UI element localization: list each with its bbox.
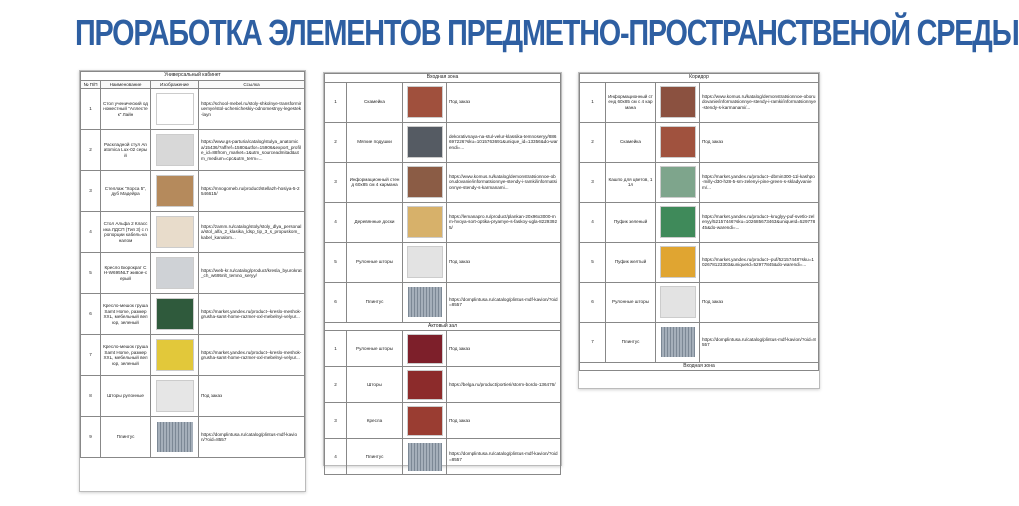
item-name: Скамейка	[606, 122, 656, 162]
table-row	[325, 331, 561, 367]
table-row	[81, 171, 305, 212]
table-row	[580, 202, 819, 242]
row-number: 7	[81, 335, 101, 376]
item-name: Плинтус	[347, 282, 403, 322]
item-image-cell	[403, 242, 447, 282]
item-image	[660, 126, 696, 158]
page-title: ПРОРАБОТКА ЭЛЕМЕНТОВ ПРЕДМЕТНО-ПРОСТРАНСТВЕНОЙ СРЕДЫ	[75, 12, 1019, 53]
item-image-cell	[656, 322, 700, 362]
row-number: 6	[325, 282, 347, 322]
item-name: Стол ученический одноместный "Аллестек" Лайн	[101, 89, 151, 130]
item-image-cell	[403, 282, 447, 322]
item-name: Информационный стенд 60х85 см с 4 кармана	[606, 82, 656, 122]
item-name: Шторы рулонные	[101, 376, 151, 417]
table-row	[81, 376, 305, 417]
item-name: Пуфик желтый	[606, 242, 656, 282]
row-number: 6	[81, 294, 101, 335]
table-row	[81, 89, 305, 130]
item-image-cell	[151, 212, 199, 253]
item-link[interactable]: Под заказ	[447, 403, 561, 439]
doc-corridor	[578, 72, 820, 389]
item-image-cell	[656, 82, 700, 122]
item-link[interactable]: https://belga.ru/product/portieri/storm-bordo-136476/	[447, 367, 561, 403]
item-image-cell	[151, 376, 199, 417]
row-number: 1	[81, 89, 101, 130]
item-image-cell	[656, 162, 700, 202]
item-image-cell	[151, 294, 199, 335]
item-image-cell	[656, 242, 700, 282]
item-image	[156, 93, 194, 125]
item-link[interactable]: dekorativnaya-na-stul-velur-klassika-temnoseryy/886697226?sku=1015763691&unique_id=13356&do-warendi=...	[447, 122, 561, 162]
table-row	[325, 242, 561, 282]
item-link[interactable]: https://www.gs-parturia/catalog/stulya_anatomica/15436/?affref=1580&utfor=15906&export_profile_id=88from_market=1&utm_sourceadmitad&utm_medium=cpc&utm_term=...	[199, 130, 305, 171]
item-image	[407, 246, 443, 278]
item-link[interactable]: https://lemanapro.ru/product/plankan-20x96x3000-mm-hvoya-sort-optika-pryamye-s-faskoy-ugla-82293925/	[447, 202, 561, 242]
row-number: 7	[580, 322, 606, 362]
row-number: 5	[580, 242, 606, 282]
row-number: 5	[325, 242, 347, 282]
item-image-cell	[403, 331, 447, 367]
item-image-cell	[151, 171, 199, 212]
item-link[interactable]: https://market.yandex.ru/product--kruglyy-puf-svetlo-zelenyy/52157446?sku=102685673463&uniqueId=52977845&do-warendi=...	[700, 202, 819, 242]
table-row	[81, 294, 305, 335]
table-row	[325, 122, 561, 162]
row-number: 1	[325, 331, 347, 367]
item-link[interactable]: https://market.yandex.ru/product--dbmin300-11l-kashpo-milly-d30-h28-5-sm-zelenyi-pine-green-s-skladyvaniem/...	[700, 162, 819, 202]
table-row	[325, 367, 561, 403]
item-link[interactable]: https://web-kr.ru/catalog/product/kresla_byurokrat_ch_w695nlt_temno_seryy/	[199, 253, 305, 294]
table-row	[325, 282, 561, 322]
item-image-cell	[151, 89, 199, 130]
item-name: Мягкие подушки	[347, 122, 403, 162]
row-number: 3	[81, 171, 101, 212]
item-image-cell	[656, 202, 700, 242]
item-image-cell	[656, 122, 700, 162]
item-image-cell	[403, 82, 447, 122]
item-image-cell	[403, 122, 447, 162]
row-number: 3	[580, 162, 606, 202]
item-image-cell	[403, 367, 447, 403]
item-image-cell	[403, 162, 447, 202]
item-image-cell	[151, 253, 199, 294]
row-number: 8	[81, 376, 101, 417]
table-caption: Входная зона	[580, 362, 819, 371]
item-name: Кресло-мешок груша Samt Home, размер XXL, мебельный велюр, зеленый	[101, 335, 151, 376]
item-link[interactable]: Под заказ	[700, 282, 819, 322]
item-image	[407, 406, 443, 436]
item-image	[407, 370, 443, 400]
item-name: Стол Альфа 2 Классика ЛДСП (Тип 3) с пропорции кабель-каналом	[101, 212, 151, 253]
table-row	[325, 82, 561, 122]
item-link[interactable]: Под заказ	[447, 331, 561, 367]
table-caption: Коридор	[580, 74, 819, 83]
col-header-name: Наименование	[101, 80, 151, 89]
item-link[interactable]: https://school-mebel.ru/stoly-shkolnye-transformiruemye/stol-uchenicheskiy-odnomestnyy-legestek-layn	[199, 89, 305, 130]
row-number: 2	[580, 122, 606, 162]
item-name: Пуфик зеленый	[606, 202, 656, 242]
row-number: 4	[325, 202, 347, 242]
item-image	[661, 327, 695, 357]
item-image	[408, 287, 442, 317]
item-image	[660, 286, 696, 318]
item-image-cell	[403, 202, 447, 242]
table-caption: Универсальный кабинет	[81, 72, 305, 81]
item-image	[156, 257, 194, 289]
table-row	[81, 417, 305, 458]
row-number: 3	[325, 403, 347, 439]
table-row	[81, 335, 305, 376]
item-image	[407, 334, 443, 364]
row-number: 6	[580, 282, 606, 322]
item-name: Стеллаж "Хорса 5", дуб Мадейра	[101, 171, 151, 212]
item-image	[660, 166, 696, 198]
item-name: Плинтус	[347, 439, 403, 475]
item-image	[660, 86, 696, 118]
item-image	[156, 175, 194, 207]
item-link[interactable]: https://market.yandex.ru/product--kreslo-meshok-grusha-samt-home-razmer-xxl-mebelnyi-velyur...	[199, 294, 305, 335]
row-number: 4	[81, 212, 101, 253]
table-row	[325, 439, 561, 475]
item-image	[660, 246, 696, 278]
doc-entrance-zone	[323, 72, 562, 466]
item-link[interactable]: Под заказ	[199, 376, 305, 417]
row-number: 4	[325, 439, 347, 475]
item-name: Кресло Бюрократ CH-W695NLT живое-серый	[101, 253, 151, 294]
item-link[interactable]: Под заказ	[447, 82, 561, 122]
item-link[interactable]: https://domplintusa.ru/catalog/plintus-mdf-kavion/?oid=8557	[700, 322, 819, 362]
table-row	[325, 202, 561, 242]
item-image	[157, 422, 193, 452]
row-number: 2	[325, 367, 347, 403]
item-name: Рулонные шторы	[347, 242, 403, 282]
item-link[interactable]: Под заказ	[447, 242, 561, 282]
doc-universal-cabinet	[79, 70, 306, 492]
item-link[interactable]: Под заказ	[700, 122, 819, 162]
item-name: Деревянные доски	[347, 202, 403, 242]
item-name: Раскладной стул Anatomica Lux-02 серый	[101, 130, 151, 171]
item-image	[156, 339, 194, 371]
item-image	[408, 443, 442, 471]
table-row	[81, 253, 305, 294]
table-row	[580, 242, 819, 282]
item-image-cell	[403, 403, 447, 439]
table-row	[325, 162, 561, 202]
item-name: Рулонные шторы	[606, 282, 656, 322]
table-row	[580, 322, 819, 362]
row-number: 5	[81, 253, 101, 294]
table-caption: Актовый зал	[325, 322, 561, 331]
table-row	[325, 403, 561, 439]
col-header-link: Ссылка	[199, 80, 305, 89]
item-link[interactable]: https://domplintusa.ru/catalog/plintus-mdf-kavion/?oid=8557	[447, 282, 561, 322]
item-name: Шторы	[347, 367, 403, 403]
item-image-cell	[656, 282, 700, 322]
item-image	[156, 298, 194, 330]
item-name: Кашпо для цветов, 11л	[606, 162, 656, 202]
row-number: 1	[580, 82, 606, 122]
table-row	[81, 130, 305, 171]
item-image-cell	[151, 417, 199, 458]
item-image	[660, 206, 696, 238]
row-number: 4	[580, 202, 606, 242]
row-number: 2	[81, 130, 101, 171]
item-link[interactable]: https://www.komus.ru/katalog/demonstratsionnoe-oborudovanie/informatsionnye-stendy-i-ramki/informatsionnye-stendy-s-karmanami/...	[700, 82, 819, 122]
item-link[interactable]: https://domplintusa.ru/catalog/plintus-mdf-kavion/?oid=8557	[199, 417, 305, 458]
item-name: Плинтус	[606, 322, 656, 362]
item-link[interactable]: https://domplintusa.ru/catalog/plintus-mdf-kavion/?oid=8557	[447, 439, 561, 475]
item-image	[407, 126, 443, 158]
item-image	[407, 206, 443, 238]
table-row	[580, 122, 819, 162]
table-caption: Входная зона	[325, 74, 561, 83]
item-link[interactable]: https://market.yandex.ru/product--puf/52157448?sku=102678123303&uniqueId=52977845&do-warendi=...	[700, 242, 819, 282]
table-row	[81, 212, 305, 253]
item-link[interactable]: https://www.komus.ru/katalog/demonstratsionnoe-oborudovanie/informatsionnye-stendy-i-ramki/informatsionnye-stendy-s-karmanami...	[447, 162, 561, 202]
item-name: Рулонные шторы	[347, 331, 403, 367]
row-number: 1	[325, 82, 347, 122]
item-image-cell	[151, 335, 199, 376]
item-link[interactable]: https://mnogomeb.ru/product/stellazh-hosiya-5-2546615/	[199, 171, 305, 212]
item-name: Скамейка	[347, 82, 403, 122]
item-image	[156, 134, 194, 166]
table-row	[580, 162, 819, 202]
row-number: 3	[325, 162, 347, 202]
item-image	[156, 216, 194, 248]
item-name: Кресло-мешок груша Samt Home, размер XXL, мебельный велюр, зеленый	[101, 294, 151, 335]
item-name: Кресла	[347, 403, 403, 439]
table-row	[580, 282, 819, 322]
col-header-image: Изображение	[151, 80, 199, 89]
table-row	[580, 82, 819, 122]
item-image-cell	[151, 130, 199, 171]
item-image-cell	[403, 439, 447, 475]
item-name: Плинтус	[101, 417, 151, 458]
item-link[interactable]: https://market.yandex.ru/product--kreslo-meshok-grusha-samt-home-razmer-xxl-mebelnyi-velyur...	[199, 335, 305, 376]
item-image	[156, 380, 194, 412]
item-link[interactable]: https://zamm.ru/catalog/stoly/stoly_dlya_personala/stol_alfa_2_klasika_ldsp_tip_3_s_propuskom_kabel_kanalom...	[199, 212, 305, 253]
col-header-num: № П/П	[81, 80, 101, 89]
row-number: 9	[81, 417, 101, 458]
row-number: 2	[325, 122, 347, 162]
item-image	[407, 86, 443, 118]
item-image	[407, 166, 443, 198]
item-name: Информационный стенд 60х85 см 4 кармана	[347, 162, 403, 202]
